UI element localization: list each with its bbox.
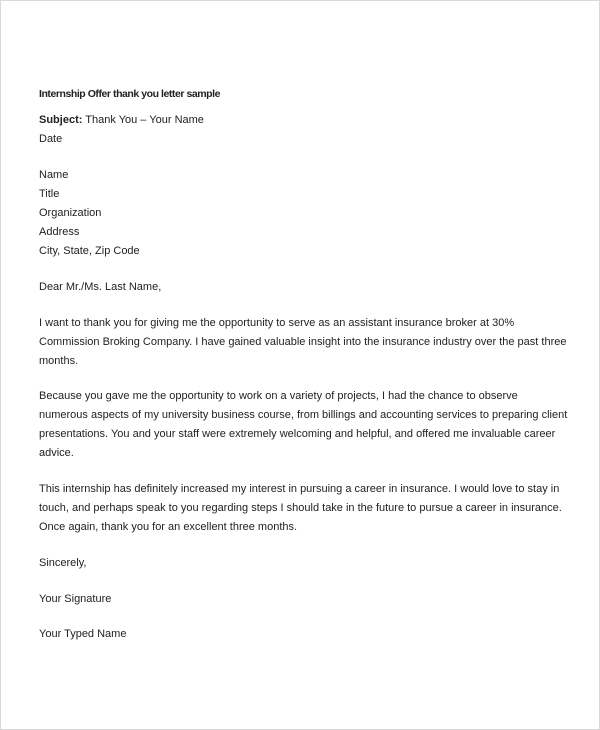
typed-name-line: Your Typed Name [39,628,127,640]
address-name: Name [39,169,69,181]
closing: Sincerely, [39,557,87,569]
address-title: Title [39,188,60,200]
address-organization: Organization [39,207,102,219]
paragraph-line: numerous aspects of my university business course, from billings and accounting services to preparing client [39,409,568,421]
address-street: Address [39,226,80,238]
paragraph-line: Once again, thank you for an excellent three months. [39,521,298,533]
paragraph-line: Commission Broking Company. I have gained valuable insight into the insurance industry over the past three [39,336,567,348]
paragraph-line: This internship has definitely increased my interest in pursuing a career in insurance. I would love to stay in [39,483,560,495]
subject-label: Subject: [39,114,83,126]
paragraph-line: presentations. You and your staff were extremely welcoming and helpful, and offered me invaluable career [39,428,556,440]
paragraph-line: Because you gave me the opportunity to work on a variety of projects, I had the chance to observe [39,390,518,402]
paragraph-3 [39,480,579,537]
salutation: Dear Mr./Ms. Last Name, [39,281,162,293]
subject-text: Thank You – Your Name [82,114,204,126]
signature-line: Your Signature [39,593,112,605]
paragraph-1 [39,314,579,371]
paragraph-line: months. [39,355,79,367]
paragraph-2 [39,387,579,463]
subject-line [39,111,204,130]
date-line: Date [39,133,63,145]
paragraph-line: I want to thank you for giving me the opportunity to serve as an assistant insurance broker at 30% [39,317,515,329]
paragraph-line: advice. [39,447,74,459]
paragraph-line: touch, and perhaps speak to you regarding steps I should take in the future to pursue a career in insurance. [39,502,562,514]
address-city-state-zip: City, State, Zip Code [39,245,140,257]
document-title: Internship Offer thank you letter sample [39,88,220,100]
recipient-address-block [39,166,140,261]
